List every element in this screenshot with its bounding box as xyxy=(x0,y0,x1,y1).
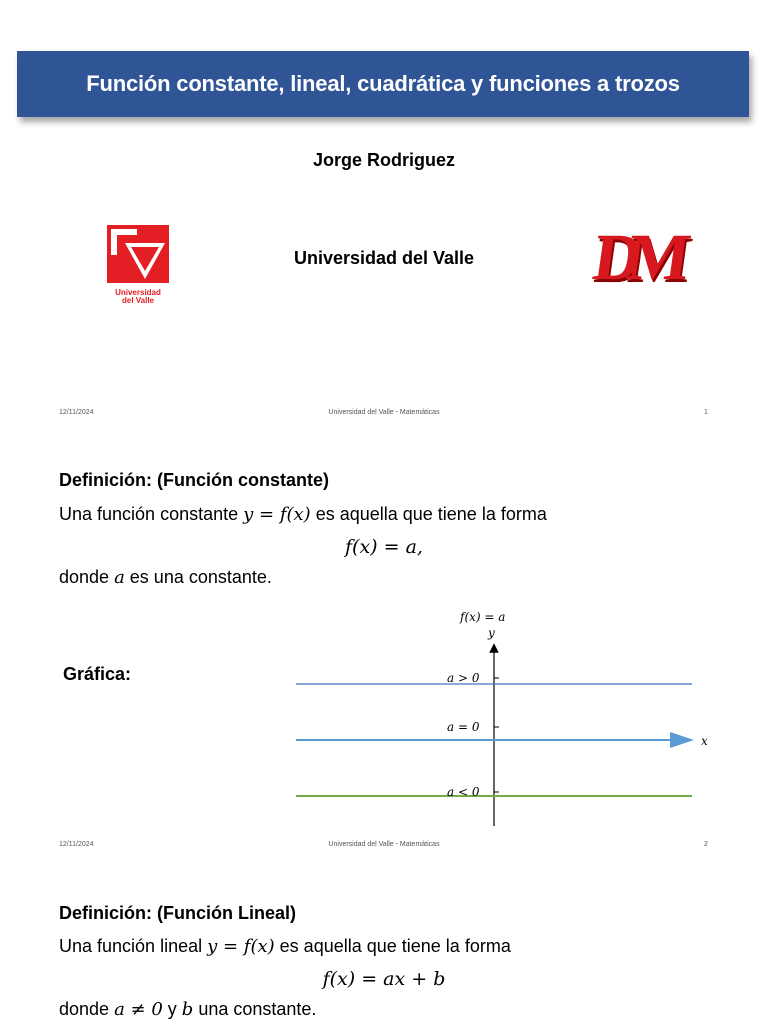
univalle-logo-line2: del Valle xyxy=(121,296,155,305)
math-segment: y = f(x) xyxy=(207,936,275,957)
title-banner xyxy=(17,51,749,117)
univalle-logo-text xyxy=(107,289,169,305)
text-segment: es aquella que tiene la forma xyxy=(310,504,547,524)
label-a-positive: a > 0 xyxy=(447,671,480,685)
definition-title: Definición: (Función Lineal) xyxy=(59,903,296,923)
footer-date: 12/11/2024 xyxy=(59,409,94,416)
label-a-zero: a = 0 xyxy=(447,720,480,734)
definition-line-1 xyxy=(59,936,511,957)
footer-date: 12/11/2024 xyxy=(59,841,94,848)
footer-page: 2 xyxy=(704,841,708,848)
math-segment: y = f(x) xyxy=(243,504,311,525)
slide-title: Función constante, lineal, cuadrática y funciones a trozos xyxy=(86,71,680,96)
footer-page: 1 xyxy=(704,409,708,416)
dm-logo-text: DM xyxy=(588,221,682,294)
formula: f(x) = ax + b xyxy=(322,968,446,990)
text-segment: donde xyxy=(59,567,115,587)
math-segment: b xyxy=(181,999,194,1020)
text-segment: es aquella que tiene la forma xyxy=(274,936,511,956)
definition-title: Definición: (Función constante) xyxy=(59,470,329,490)
definition-line-3 xyxy=(59,999,316,1020)
footer-center: Universidad del Valle - Matemáticas xyxy=(328,841,440,848)
text-segment: Una función constante xyxy=(59,504,244,524)
label-a-negative: a < 0 xyxy=(447,785,480,799)
text-segment: donde xyxy=(59,999,115,1019)
y-axis-label: y xyxy=(488,626,495,640)
fx-label: f(x) = a xyxy=(460,610,506,624)
x-axis-label: x xyxy=(701,734,708,748)
institution-name: Universidad del Valle xyxy=(293,248,475,268)
math-segment: a xyxy=(114,567,125,588)
graph-heading: Gráfica: xyxy=(63,664,132,684)
footer-center: Universidad del Valle - Matemáticas xyxy=(328,409,440,416)
text-segment: Una función lineal xyxy=(59,936,208,956)
text-segment: y xyxy=(162,999,182,1019)
definition-line-3 xyxy=(59,567,272,588)
formula: f(x) = a, xyxy=(345,536,423,558)
constant-function-graph xyxy=(290,606,720,828)
author-name: Jorge Rodriguez xyxy=(312,150,455,170)
univalle-logo-line1: Universidad xyxy=(115,288,161,297)
definition-line-1 xyxy=(59,504,547,525)
dm-logo xyxy=(588,218,682,304)
math-segment: a ≠ 0 xyxy=(114,999,163,1020)
text-segment: es una constante. xyxy=(124,567,272,587)
text-segment: una constante. xyxy=(193,999,317,1019)
